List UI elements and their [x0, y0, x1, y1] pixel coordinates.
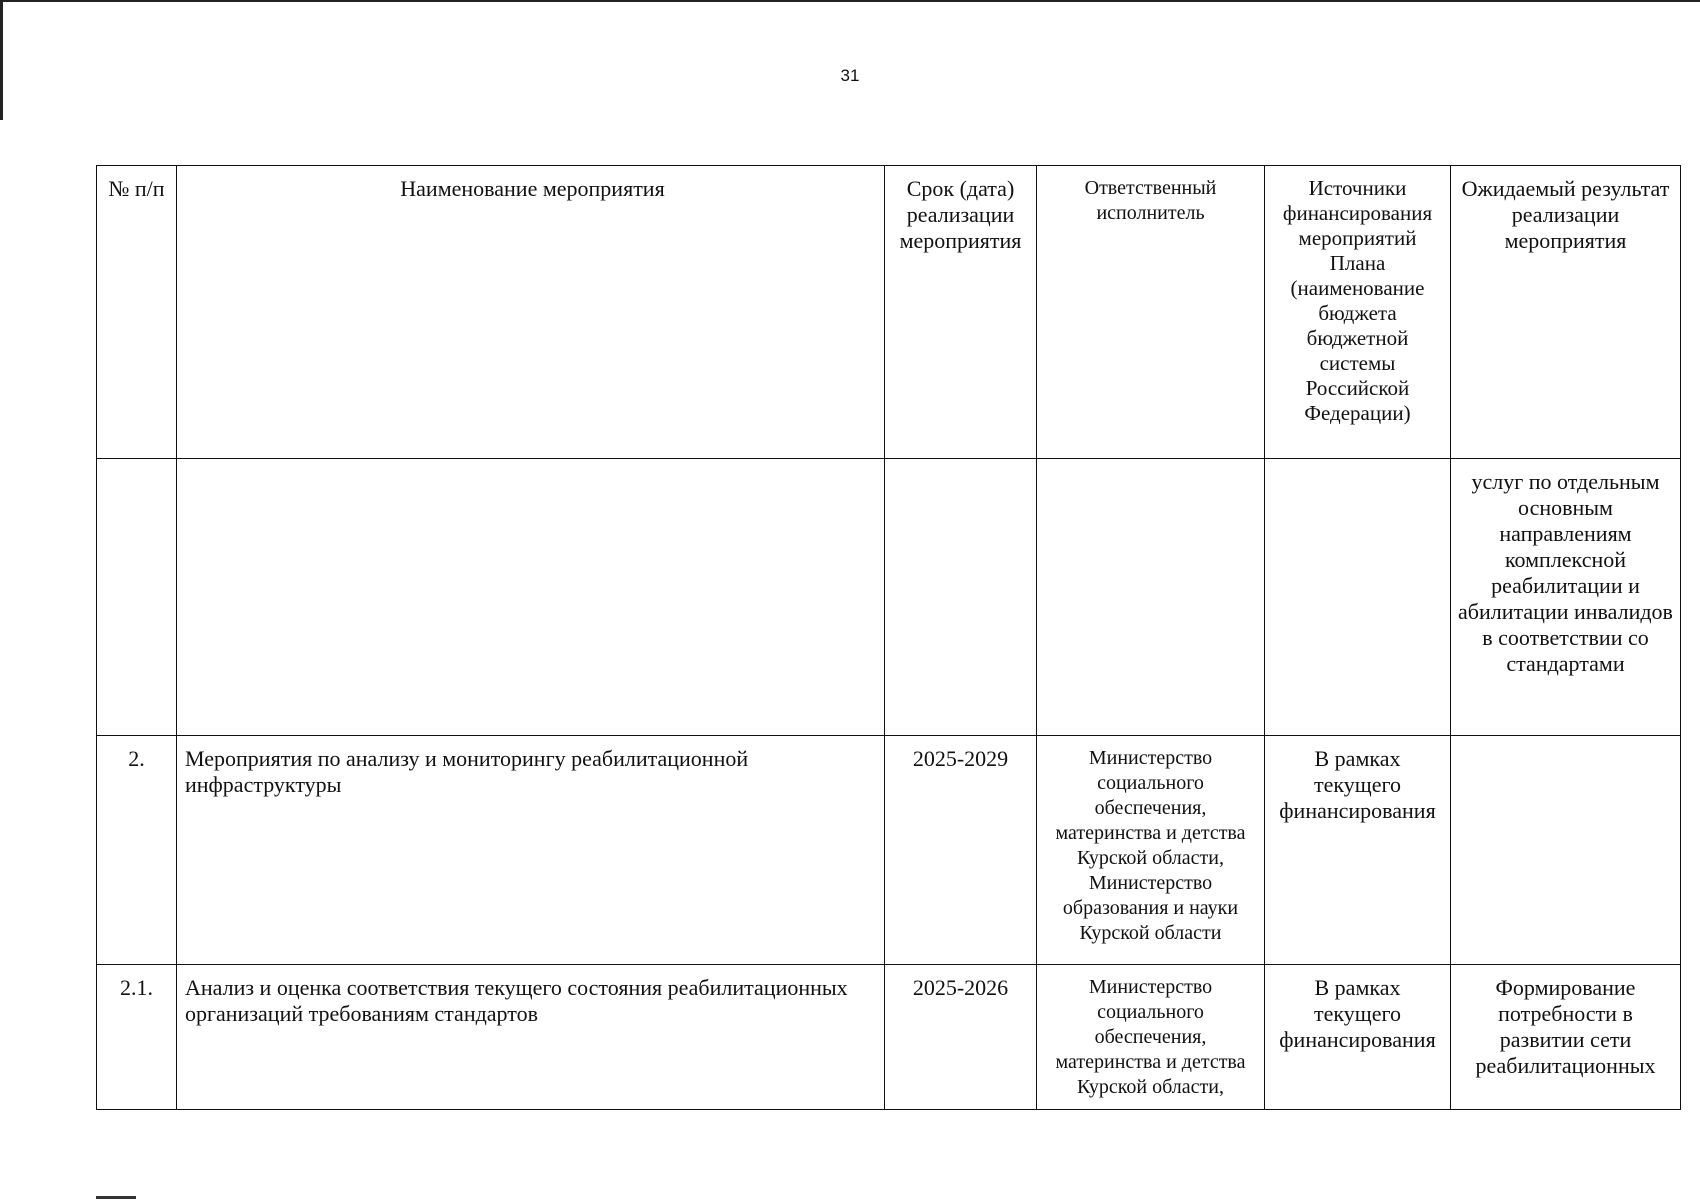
table-header-row: [97, 166, 1681, 459]
header-term: Срок (дата) реализации мероприятия: [885, 166, 1037, 459]
row-term: 2025-2026: [885, 965, 1037, 1110]
header-sources: Источники финансирования мероприятий Плана (наименование бюджета бюджетной системы Российской Федерации): [1265, 166, 1451, 459]
scan-edge-left: [0, 0, 3, 120]
row-executor: Министерство социального обеспечения, материнства и детства Курской области,: [1037, 965, 1265, 1110]
row-name: Анализ и оценка соответствия текущего состояния реабилитационных организаций требованиям стандартов: [177, 965, 885, 1110]
row-num: [97, 459, 177, 736]
plan-table: [96, 165, 1681, 1110]
header-name: Наименование мероприятия: [177, 166, 885, 459]
row-name: [177, 459, 885, 736]
header-executor: Ответственный исполнитель: [1037, 166, 1265, 459]
row-executor: [1037, 459, 1265, 736]
row-term: [885, 459, 1037, 736]
row-num: 2.: [97, 736, 177, 965]
header-result: Ожидаемый результат реализации мероприятия: [1451, 166, 1681, 459]
row-result: Формирование потребности в развитии сети реабилитационных: [1451, 965, 1681, 1110]
row-num: 2.1.: [97, 965, 177, 1110]
table-row: [97, 459, 1681, 736]
header-num: № п/п: [97, 166, 177, 459]
row-name: Мероприятия по анализу и мониторингу реабилитационной инфраструктуры: [177, 736, 885, 965]
page-number: 31: [840, 66, 860, 85]
row-result: услуг по отдельным основным направлениям комплексной реабилитации и абилитации инвалидов в соответствии со стандартами: [1451, 459, 1681, 736]
scan-mark: [96, 1196, 136, 1199]
row-executor: Министерство социального обеспечения, материнства и детства Курской области, Министерство образования и науки Курской области: [1037, 736, 1265, 965]
row-term: 2025-2029: [885, 736, 1037, 965]
row-sources: В рамках текущего финансирования: [1265, 736, 1451, 965]
row-sources: [1265, 459, 1451, 736]
table-row: [97, 736, 1681, 965]
row-sources: В рамках текущего финансирования: [1265, 965, 1451, 1110]
scan-edge-top: [0, 0, 1700, 2]
table-row: [97, 965, 1681, 1110]
row-result: [1451, 736, 1681, 965]
